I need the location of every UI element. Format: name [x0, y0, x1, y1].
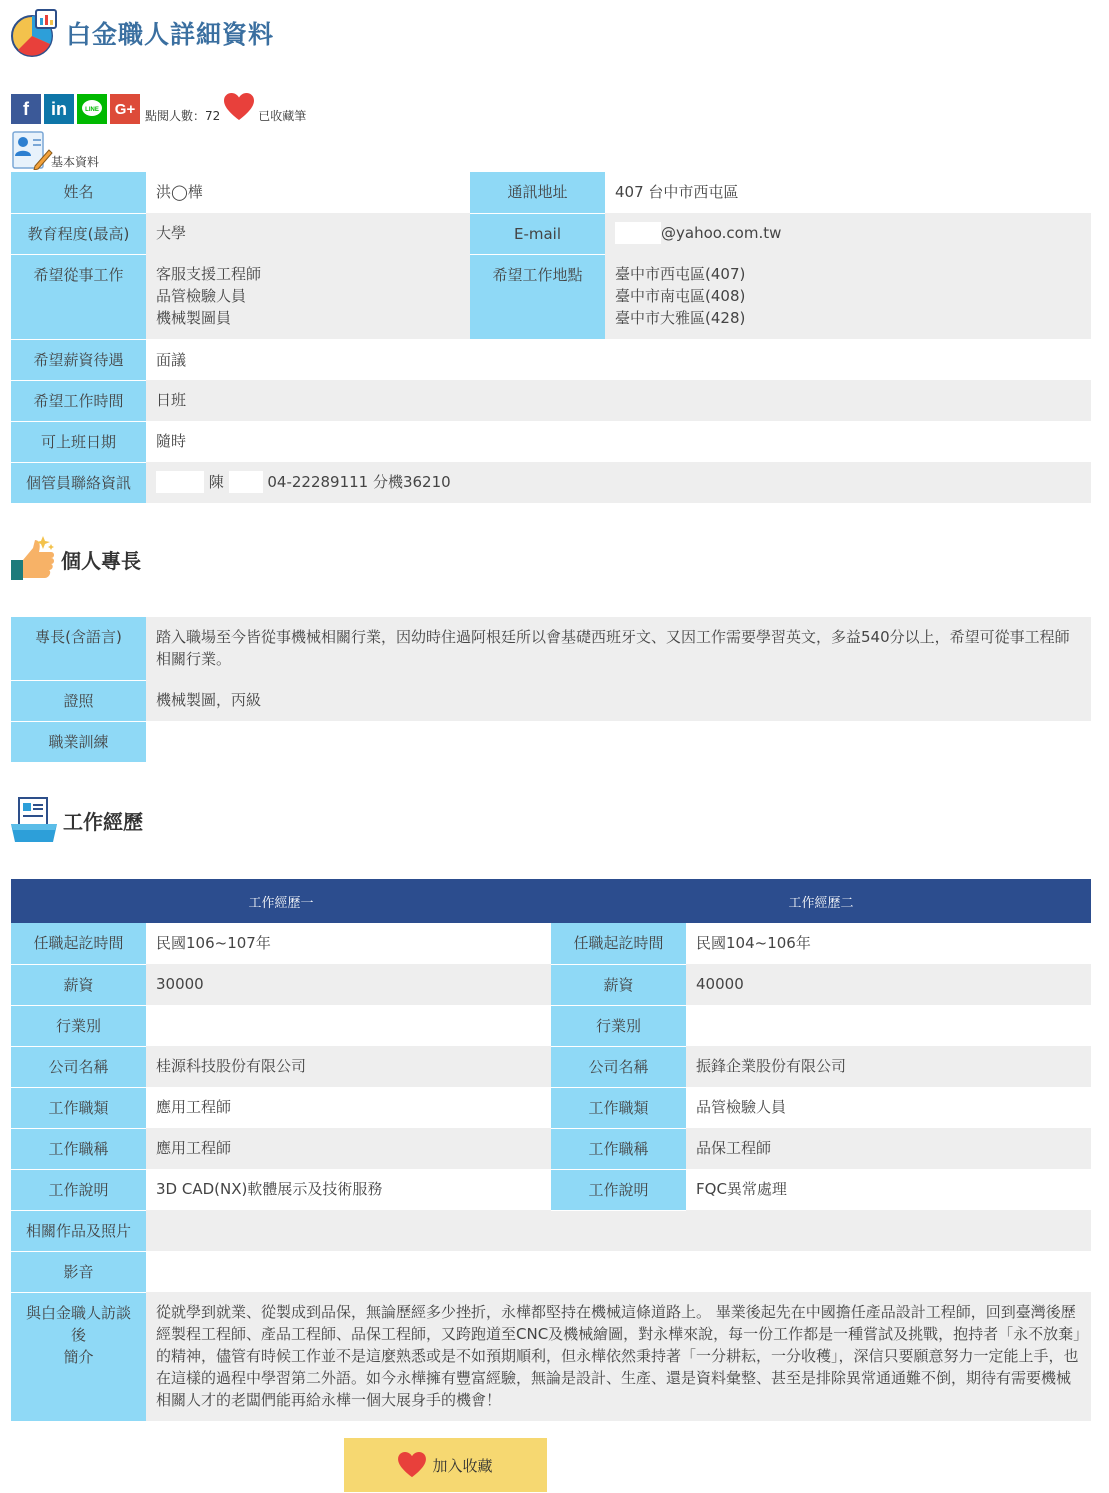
exp2-industry — [686, 1005, 1091, 1046]
facebook-icon: f — [23, 98, 29, 119]
svg-text:LINE: LINE — [85, 107, 99, 113]
exp1-salary: 30000 — [146, 964, 551, 1005]
works-label: 相關作品及照片 — [11, 1210, 146, 1251]
category-label: 工作職類 — [551, 1087, 686, 1128]
email-label: E-mail — [470, 213, 605, 254]
address-value: 407 台中市西屯區 — [605, 172, 1091, 213]
interview-label-line: 簡介 — [63, 1347, 94, 1366]
salary-label: 薪資 — [11, 964, 146, 1005]
desired-job-label: 希望從事工作 — [11, 254, 146, 339]
resume-chart-icon — [10, 8, 60, 58]
exp2-company: 振鋒企業股份有限公司 — [686, 1046, 1091, 1087]
desired-location-values — [605, 254, 1091, 339]
exp2-job-title: 品保工程師 — [686, 1128, 1091, 1169]
case-manager-phone: 04-22289111 分機36210 — [267, 473, 451, 491]
table-row — [11, 213, 1091, 254]
interview-value: 從就學到就業、從製成到品保，無論歷經多少挫折，永樺都堅持在機械這條道路上。 畢業後起先在中國擔任產品設計工程師，回到臺灣後歷經製程工程師、產品工程師、品保工程師，又跨跑道至CNC及機械繪圖，對永樺來說，每一份工作都是一種嘗試及挑戰，抱持者「永不放棄」的精神，儘管有時候工作並不是這麼熟悉或是不如預期順利，但永樺依然秉持著「一分耕耘，一分收穫」，深信只要願意努力一定能上手，也在這樣的過程中學習第二外語。如今永樺擁有豐富經驗，無論是設計、生產、還是資料彙整、甚至是排除異常通通難不倒，期待有需要機械相關人才的老闆們能再給永樺一個大展身手的機會！ — [146, 1292, 1091, 1421]
skill-label: 專長(含語言) — [11, 617, 146, 680]
desired-job-item: 客服支援工程師 — [156, 265, 262, 283]
desired-location-item: 臺中市西屯區(407) — [615, 265, 746, 283]
table-row — [11, 339, 1091, 380]
start-date-value: 隨時 — [146, 421, 1091, 462]
name-label: 姓名 — [11, 172, 146, 213]
certificate-label: 證照 — [11, 680, 146, 721]
heart-icon — [398, 1452, 426, 1478]
case-manager-label: 個管員聯絡資訊 — [11, 462, 146, 503]
media-value — [146, 1251, 1091, 1292]
email-value: @yahoo.com.tw — [661, 224, 782, 242]
education-value: 大學 — [146, 213, 470, 254]
table-row — [11, 462, 1091, 503]
skills-title: 個人專長 — [61, 548, 141, 573]
table-row — [11, 964, 1091, 1005]
desired-job-values — [146, 254, 470, 339]
desired-job-item: 機械製圖員 — [156, 309, 232, 327]
table-row — [11, 1292, 1091, 1421]
redacted-block — [156, 471, 204, 493]
start-date-label: 可上班日期 — [11, 421, 146, 462]
table-row — [11, 617, 1091, 680]
table-row — [11, 1087, 1091, 1128]
desired-time-label: 希望工作時間 — [11, 380, 146, 421]
exp1-description: 3D CAD(NX)軟體展示及技術服務 — [146, 1169, 551, 1210]
facebook-share-button[interactable] — [11, 94, 41, 124]
desired-job-item: 品管檢驗人員 — [156, 287, 247, 305]
page-title — [10, 8, 274, 58]
desired-time-value: 日班 — [146, 380, 1091, 421]
add-favorite-label: 加入收藏 — [432, 1456, 493, 1475]
exp1-job-title: 應用工程師 — [146, 1128, 551, 1169]
desired-salary-value: 面議 — [146, 339, 1091, 380]
basic-info-heading — [11, 128, 99, 170]
period-label: 任職起訖時間 — [11, 923, 146, 964]
industry-label: 行業別 — [551, 1005, 686, 1046]
briefcase-document-icon — [11, 796, 57, 844]
job-title-label: 工作職稱 — [11, 1128, 146, 1169]
certificate-value: 機械製圖，丙級 — [146, 680, 1091, 721]
table-row — [11, 421, 1091, 462]
exp1-industry — [146, 1005, 551, 1046]
period-label: 任職起訖時間 — [551, 923, 686, 964]
table-row — [11, 721, 1091, 762]
thumbs-up-icon — [11, 536, 55, 582]
table-header-row — [11, 879, 1091, 923]
exp1-category: 應用工程師 — [146, 1087, 551, 1128]
linkedin-icon: in — [51, 98, 67, 119]
industry-label: 行業別 — [11, 1005, 146, 1046]
category-label: 工作職類 — [11, 1087, 146, 1128]
experience-1-header: 工作經歷一 — [11, 879, 551, 923]
redacted-block — [229, 471, 263, 493]
add-favorite-button[interactable] — [344, 1438, 547, 1492]
description-label: 工作說明 — [11, 1169, 146, 1210]
table-row — [11, 172, 1091, 213]
skill-value: 踏入職場至今皆從事機械相關行業，因幼時住過阿根廷所以會基礎西班牙文、又因工作需要學習英文，多益540分以上，希望可從事工程師相關行業。 — [146, 617, 1091, 680]
desired-salary-label: 希望薪資待遇 — [11, 339, 146, 380]
line-icon — [81, 99, 103, 119]
works-value — [146, 1210, 1091, 1251]
case-manager-value — [146, 462, 1091, 503]
line-share-button[interactable] — [77, 94, 107, 124]
table-row — [11, 1046, 1091, 1087]
training-value — [146, 721, 1091, 762]
redacted-block — [615, 222, 661, 244]
salary-label: 薪資 — [551, 964, 686, 1005]
exp2-salary: 40000 — [686, 964, 1091, 1005]
email-cell — [605, 213, 1091, 254]
table-row — [11, 1251, 1091, 1292]
views-count: 點閱人數：72 — [145, 109, 221, 123]
media-label: 影音 — [11, 1251, 146, 1292]
share-bar — [11, 90, 306, 124]
work-title: 工作經歷 — [63, 809, 143, 834]
experience-2-header: 工作經歷二 — [551, 879, 1091, 923]
heart-icon[interactable] — [224, 93, 254, 121]
table-row — [11, 1128, 1091, 1169]
company-label: 公司名稱 — [11, 1046, 146, 1087]
table-row — [11, 923, 1091, 964]
education-label: 教育程度(最高) — [11, 213, 146, 254]
basic-info-label: 基本資料 — [51, 155, 100, 169]
job-title-label: 工作職稱 — [551, 1128, 686, 1169]
basic-info-table — [11, 172, 1091, 504]
table-row — [11, 1005, 1091, 1046]
name-value: 洪◯樺 — [146, 172, 470, 213]
table-row — [11, 1210, 1091, 1251]
profile-edit-icon — [11, 130, 53, 170]
work-heading — [11, 796, 143, 844]
skills-table — [11, 617, 1091, 763]
google-plus-icon: G+ — [114, 100, 136, 118]
description-label: 工作說明 — [551, 1169, 686, 1210]
desired-location-label: 希望工作地點 — [470, 254, 605, 339]
work-experience-table — [11, 879, 1091, 1422]
favorited-count: 已收藏筆 — [258, 109, 307, 123]
exp2-description: FQC異常處理 — [686, 1169, 1091, 1210]
exp2-period: 民國104~106年 — [686, 923, 1091, 964]
interview-label — [11, 1292, 146, 1421]
table-row — [11, 254, 1091, 339]
interview-label-line: 與白金職人訪談 — [25, 1303, 131, 1322]
table-row — [11, 1169, 1091, 1210]
case-manager-name: 陳 — [208, 473, 224, 491]
table-row — [11, 680, 1091, 721]
company-label: 公司名稱 — [551, 1046, 686, 1087]
desired-location-item: 臺中市大雅區(428) — [615, 309, 746, 327]
exp2-category: 品管檢驗人員 — [686, 1087, 1091, 1128]
exp1-period: 民國106~107年 — [146, 923, 551, 964]
training-label: 職業訓練 — [11, 721, 146, 762]
interview-label-line: 後 — [70, 1325, 86, 1344]
exp1-company: 桂源科技股份有限公司 — [146, 1046, 551, 1087]
linkedin-share-button[interactable] — [44, 94, 74, 124]
skills-heading — [11, 536, 141, 582]
desired-location-item: 臺中市南屯區(408) — [615, 287, 746, 305]
google-plus-share-button[interactable] — [110, 94, 140, 124]
table-row — [11, 380, 1091, 421]
address-label: 通訊地址 — [470, 172, 605, 213]
page-title-text: 白金職人詳細資料 — [66, 20, 275, 49]
